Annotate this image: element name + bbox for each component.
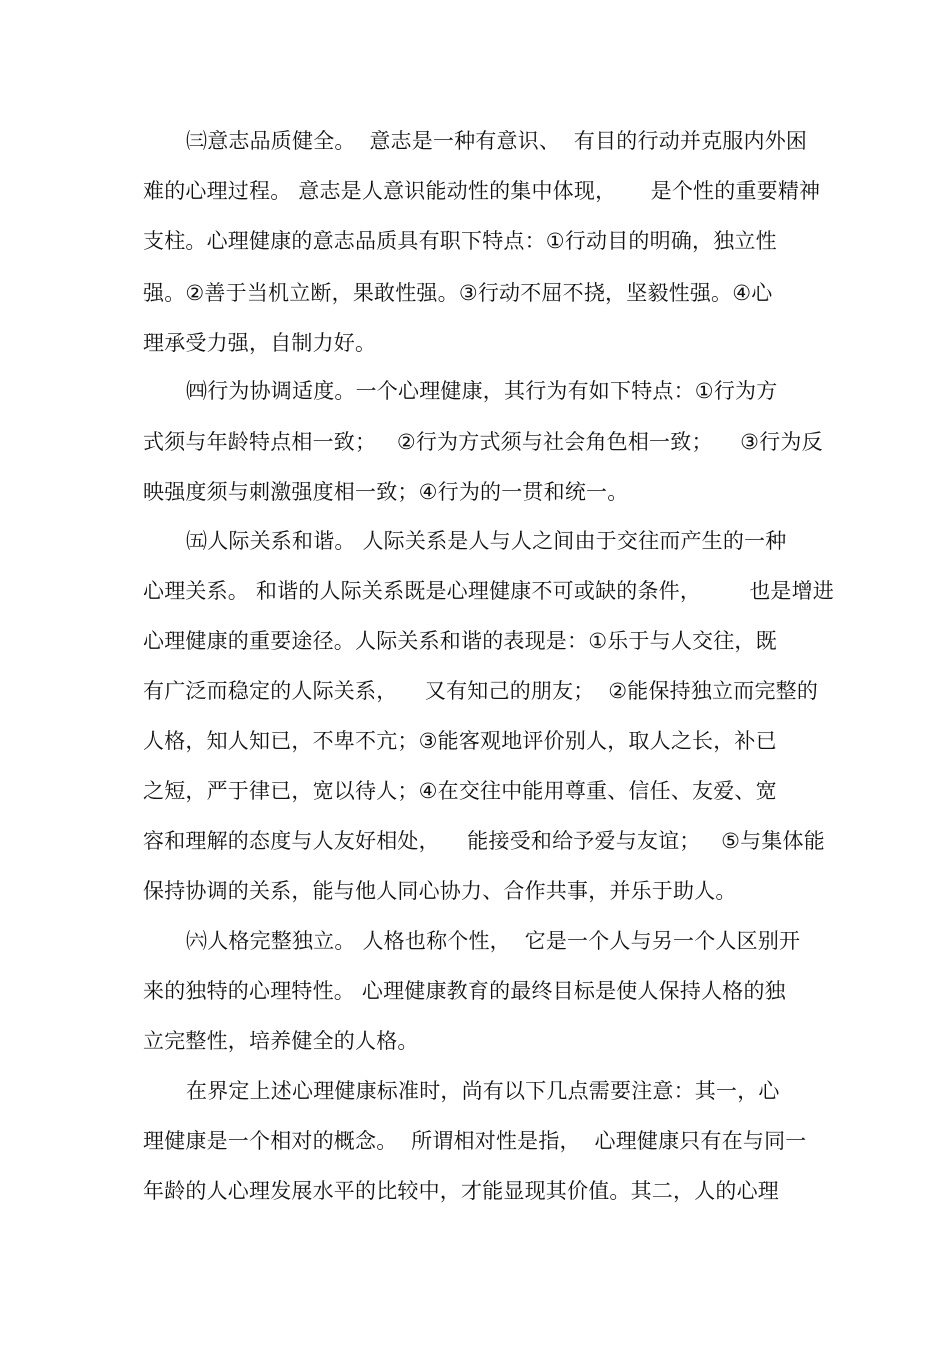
paragraph-3-line-8: 保持协调的关系，能与他人同心协力、合作共事，并乐于助人。 <box>143 879 737 903</box>
paragraph-3-line-1: ㈤人际关系和谐。 人际关系是人与人之间由于交往而产生的一种 <box>186 529 787 553</box>
paragraph-5-line-2: 理健康是一个相对的概念。 所谓相对性是指， 心理健康只有在与同一 <box>143 1129 807 1153</box>
paragraph-4-line-3: 立完整性，培养健全的人格。 <box>143 1029 419 1053</box>
paragraph-1-line-2: 难的心理过程。 意志是人意识能动性的集中体现， 是个性的重要精神 <box>143 179 821 203</box>
paragraph-1-line-1: ㈢意志品质健全。 意志是一种有意识、 有目的行动并克服内外困 <box>186 129 808 153</box>
paragraph-3-line-2: 心理关系。 和谐的人际关系既是心理健康不可或缺的条件， 也是增进 <box>143 579 834 603</box>
paragraph-1-line-5: 理承受力强，自制力好。 <box>143 331 377 355</box>
paragraph-3-line-3: 心理健康的重要途径。人际关系和谐的表现是：①乐于与人交往，既 <box>143 629 777 653</box>
paragraph-4-line-2: 来的独特的心理特性。 心理健康教育的最终目标是使人保持人格的独 <box>143 979 786 1003</box>
paragraph-2-line-3: 映强度须与刺激强度相一致；④行为的一贯和统一。 <box>143 480 629 504</box>
paragraph-3-line-6: 之短，严于律已，宽以待人；④在交往中能用尊重、信任、友爱、宽 <box>143 779 777 803</box>
paragraph-5-line-1: 在界定上述心理健康标准时，尚有以下几点需要注意：其一，心 <box>186 1079 780 1103</box>
paragraph-3-line-4: 有广泛而稳定的人际关系， 又有知己的朋友； ②能保持独立而完整的 <box>143 679 819 703</box>
paragraph-2-line-2: 式须与年龄特点相一致； ②行为方式须与社会角色相一致； ③行为反 <box>143 430 823 454</box>
paragraph-2-line-1: ㈣行为协调适度。一个心理健康，其行为有如下特点：①行为方 <box>186 379 778 403</box>
paragraph-3-line-5: 人格，知人知已，不卑不亢；③能客观地评价别人，取人之长，补已 <box>143 729 777 753</box>
paragraph-3-line-7: 容和理解的态度与人友好相处， 能接受和给予爱与友谊； ⑤与集体能 <box>143 829 825 853</box>
paragraph-4-line-1: ㈥人格完整独立。 人格也称个性， 它是一个人与另一个人区别开 <box>186 929 801 953</box>
paragraph-5-line-3: 年龄的人心理发展水平的比较中，才能显现其价值。其二，人的心理 <box>143 1179 779 1203</box>
paragraph-1-line-3: 支柱。心理健康的意志品质具有职下特点：①行动目的明确，独立性 <box>143 229 777 253</box>
paragraph-1-line-4: 强。②善于当机立断，果敢性强。③行动不屈不挠，坚毅性强。④心 <box>143 281 773 305</box>
